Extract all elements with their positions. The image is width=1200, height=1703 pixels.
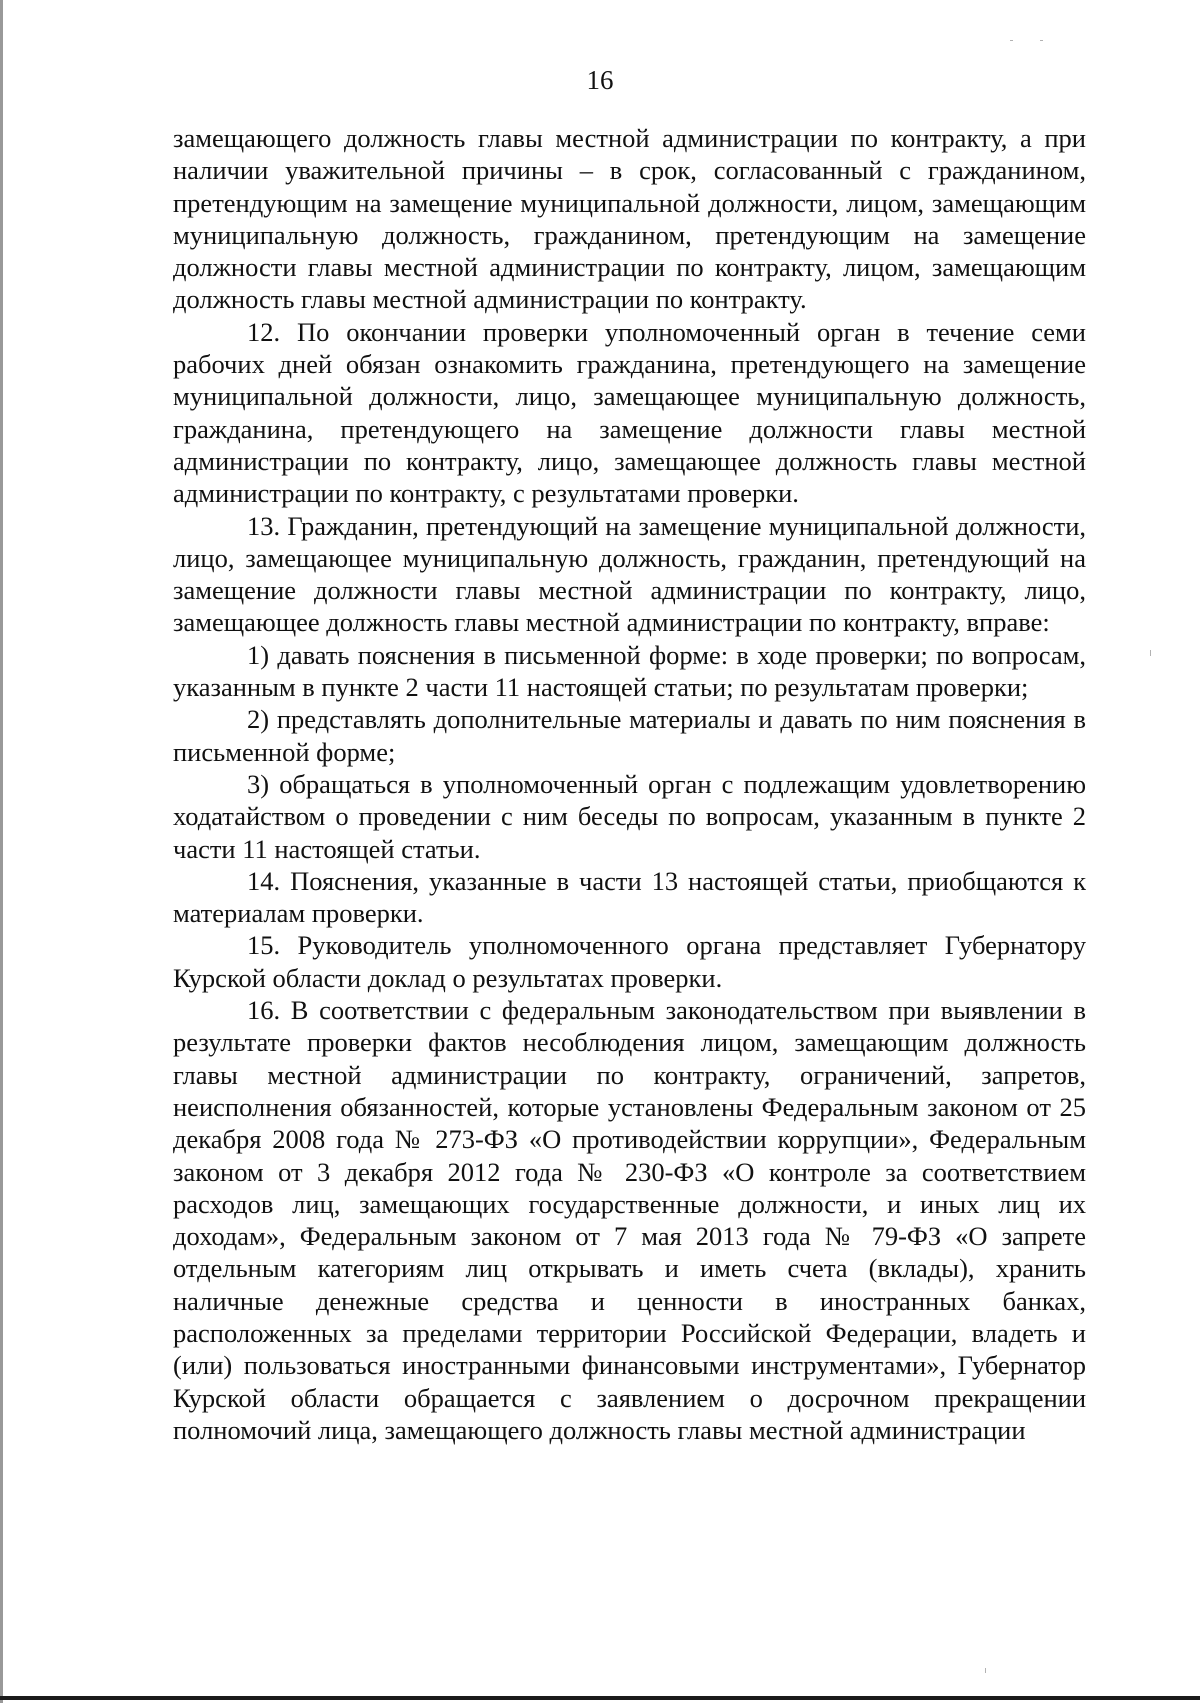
scan-speck	[1010, 40, 1013, 41]
paragraph-15: 15. Руководитель уполномоченного органа представляет Губернатору Курской области доклад о результатах проверки.	[173, 930, 1086, 993]
scan-speck	[1150, 650, 1151, 656]
scan-bottom-edge	[0, 1696, 1200, 1700]
scan-speck	[1040, 40, 1043, 41]
scan-speck	[985, 1668, 986, 1673]
paragraph-16: 16. В соответствии с федеральным законодательством при выявлении в результате проверки фактов несоблюдения лицом, замещающим должность главы местной администрации по контракту, ограничений, запретов, неисполнения обязанностей, которые установлены Федеральным законом от 25 декабря 2008 года № 273-ФЗ «О противодействии коррупции», Федеральным законом от 3 декабря 2012 года № 230-ФЗ «О контроле за соответствием расходов лиц, замещающих государственные должности, и иных лиц их доходам», Федеральным законом от 7 мая 2013 года № 79-ФЗ «О запрете отдельным категориям лиц открывать и иметь счета (вклады), хранить наличные денежные средства и ценности в иностранных банках, расположенных за пределами территории Российской Федерации, владеть и (или) пользоваться иностранными финансовыми инструментами», Губернатор Курской области обращается с заявлением о досрочном прекращении полномочий лица, замещающего должность главы местной администрации	[173, 995, 1086, 1445]
paragraph-13: 13. Гражданин, претендующий на замещение муниципальной должности, лицо, замещающее муниципальную должность, гражданин, претендующий на замещение должности главы местной администрации по контракту, лицо, замещающее должность главы местной администрации по контракту, вправе:	[173, 510, 1086, 638]
scan-left-edge	[0, 0, 3, 1703]
list-item-2: 2) представлять дополнительные материалы и давать по ним пояснения в письменной форме;	[173, 704, 1086, 767]
page-number: 16	[586, 65, 614, 95]
document-body	[173, 122, 1086, 1446]
paragraph-12: 12. По окончании проверки уполномоченный орган в течение семи рабочих дней обязан ознакомить гражданина, претендующего на замещение муниципальной должности, лицо, замещающее муниципальную должность, гражданина, претендующего на замещение должности главы местной администрации по контракту, лицо, замещающее должность главы местной администрации по контракту, с результатами проверки.	[173, 316, 1086, 509]
list-item-3: 3) обращаться в уполномоченный орган с подлежащим удовлетворению ходатайством о проведении с ним беседы по вопросам, указанным в пункте 2 части 11 настоящей статьи.	[173, 768, 1086, 864]
paragraph-14: 14. Пояснения, указанные в части 13 настоящей статьи, приобщаются к материалам проверки.	[173, 865, 1086, 929]
list-item-1: 1) давать пояснения в письменной форме: в ходе проверки; по вопросам, указанным в пункте 2 части 11 настоящей статьи; по результатам проверки;	[173, 639, 1086, 703]
paragraph-continuation: замещающего должность главы местной администрации по контракту, а при наличии уважительной причины – в срок, согласованный с гражданином, претендующим на замещение муниципальной должности, лицом, замещающим муниципальную должность, гражданином, претендующим на замещение должности главы местной администрации по контракту, лицом, замещающим должность главы местной администрации по контракту.	[173, 123, 1086, 315]
